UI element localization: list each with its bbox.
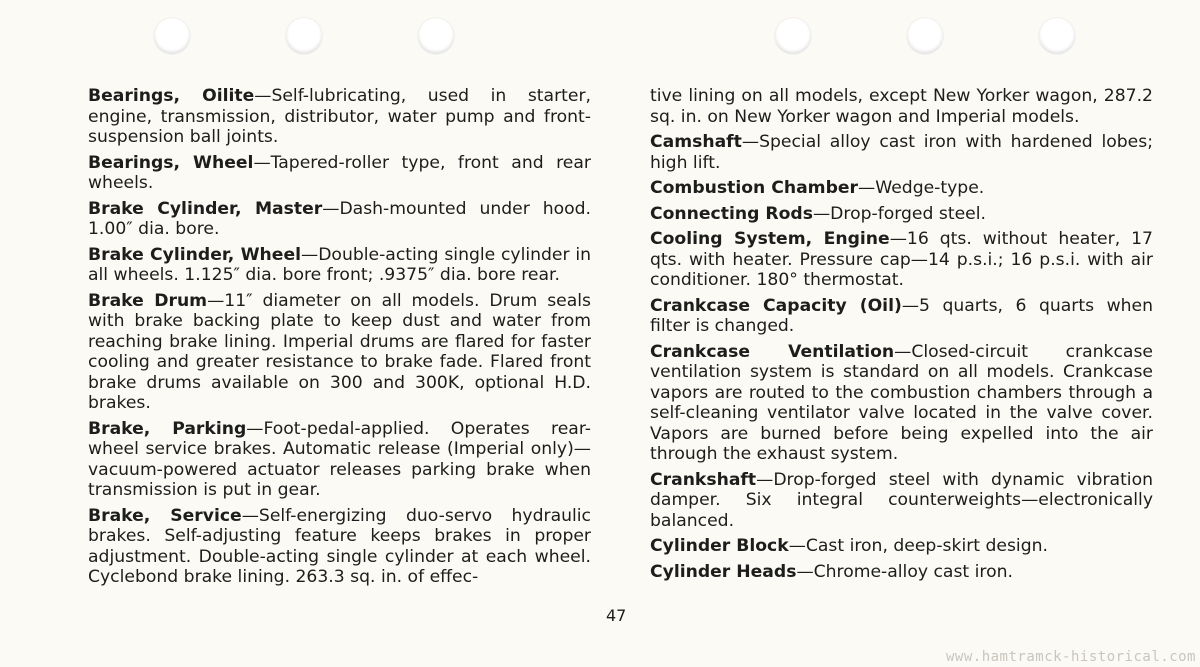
spec-entry	[88, 153, 591, 194]
spec-term: Cylinder Heads	[650, 561, 797, 582]
spec-entry	[650, 342, 1153, 465]
spec-text: —Self-lubricating, used in starter, engine, transmission, distributor, water pump and front-suspension ball joints.	[88, 86, 591, 147]
spec-entry	[650, 536, 1153, 557]
binder-hole	[418, 18, 454, 54]
spec-term: Brake Cylinder, Wheel	[88, 244, 301, 265]
spec-entry	[650, 229, 1153, 291]
left-column	[88, 86, 591, 593]
spec-text: —Dash-mounted under hood. 1.00″ dia. bore.	[88, 198, 591, 239]
spec-term: Crankshaft	[650, 469, 757, 490]
spec-text: —Tapered-roller type, front and rear wheels.	[88, 152, 591, 193]
spec-entry	[650, 204, 1153, 225]
watermark: www.hamtramck-historical.com	[945, 649, 1196, 665]
spec-term: Brake, Parking	[88, 418, 247, 439]
spec-term: Brake Drum	[88, 290, 208, 311]
spec-entry	[650, 178, 1153, 199]
spec-entry	[88, 86, 591, 148]
spec-entry	[88, 245, 591, 286]
spec-entry	[88, 506, 591, 588]
spec-text: —Chrome-alloy cast iron.	[796, 561, 1013, 582]
binder-hole	[775, 18, 811, 54]
spec-text: tive lining on all models, except New Yorker wagon, 287.2 sq. in. on New Yorker wagon and Imperial models.	[650, 86, 1153, 127]
spec-entry	[88, 199, 591, 240]
page-number: 47	[606, 606, 627, 625]
spec-text: —Drop-forged steel with dynamic vibration damper. Six integral counterweights—electronically balanced.	[650, 469, 1153, 531]
spec-entry	[88, 419, 591, 501]
right-column	[650, 86, 1153, 587]
binder-hole	[154, 18, 190, 54]
spec-entry	[650, 562, 1153, 583]
binder-hole	[286, 18, 322, 54]
spec-entry	[650, 132, 1153, 173]
spec-term: Connecting Rods	[650, 203, 813, 224]
spec-term: Brake Cylinder, Master	[88, 198, 323, 219]
spec-entry	[650, 296, 1153, 337]
spec-text: —Drop-forged steel.	[812, 203, 986, 224]
spec-term: Crankcase Ventilation	[650, 341, 895, 362]
spec-text: —Cast iron, deep-skirt design.	[788, 536, 1048, 556]
spec-text: —Wedge-type.	[858, 178, 985, 198]
spec-text: —Self-energizing duo-servo hydraulic brakes. Self-adjusting feature keeps brakes in proper adjustment. Double-acting single cylinder at each wheel. Cyclebond brake lining. 263.3 sq. in. of effec-	[88, 505, 591, 587]
spec-text: —Special alloy cast iron with hardened lobes; high lift.	[650, 132, 1153, 173]
spec-text: —16 qts. without heater, 17 qts. with heater. Pressure cap—14 p.s.i.; 16 p.s.i. with air conditioner. 180° thermostat.	[650, 229, 1153, 290]
spec-text: —11″ diameter on all models. Drum seals with brake backing plate to keep dust and water from reaching brake lining. Imperial drums are flared for faster cooling and greater resistance to brake fade. Flared front brake drums available on 300 and 300K, optional H.D. brakes.	[88, 290, 591, 413]
binder-hole	[907, 18, 943, 54]
spec-text: —Closed-circuit crankcase ventilation system is standard on all models. Crankcase vapors are routed to the combustion chambers through a self-cleaning ventilator valve located in the valve cover. Vapors are burned before being expelled into the air through the exhaust system.	[650, 341, 1153, 464]
binder-hole	[1039, 18, 1075, 54]
spec-term: Crankcase Capacity (Oil)	[650, 295, 902, 316]
spec-term: Bearings, Oilite	[88, 86, 255, 106]
spec-term: Camshaft	[650, 132, 742, 152]
spec-term: Cylinder Block	[650, 536, 789, 556]
spec-text: —Double-acting single cylinder in all wheels. 1.125″ dia. bore front; .9375″ dia. bore rear.	[88, 244, 591, 285]
spec-term: Combustion Chamber	[650, 178, 859, 198]
spec-entry-continued	[650, 86, 1153, 127]
spec-text: —Foot-pedal-applied. Operates rear-wheel service brakes. Automatic release (Imperial only)—vacuum-powered actuator releases parking brake when transmission is put in gear.	[88, 418, 591, 500]
spec-entry	[650, 470, 1153, 532]
spec-term: Brake, Service	[88, 505, 242, 526]
spec-entry	[88, 291, 591, 414]
spec-text: —5 quarts, 6 quarts when filter is changed.	[650, 295, 1153, 336]
spec-term: Bearings, Wheel	[88, 152, 254, 173]
spec-term: Cooling System, Engine	[650, 229, 890, 249]
